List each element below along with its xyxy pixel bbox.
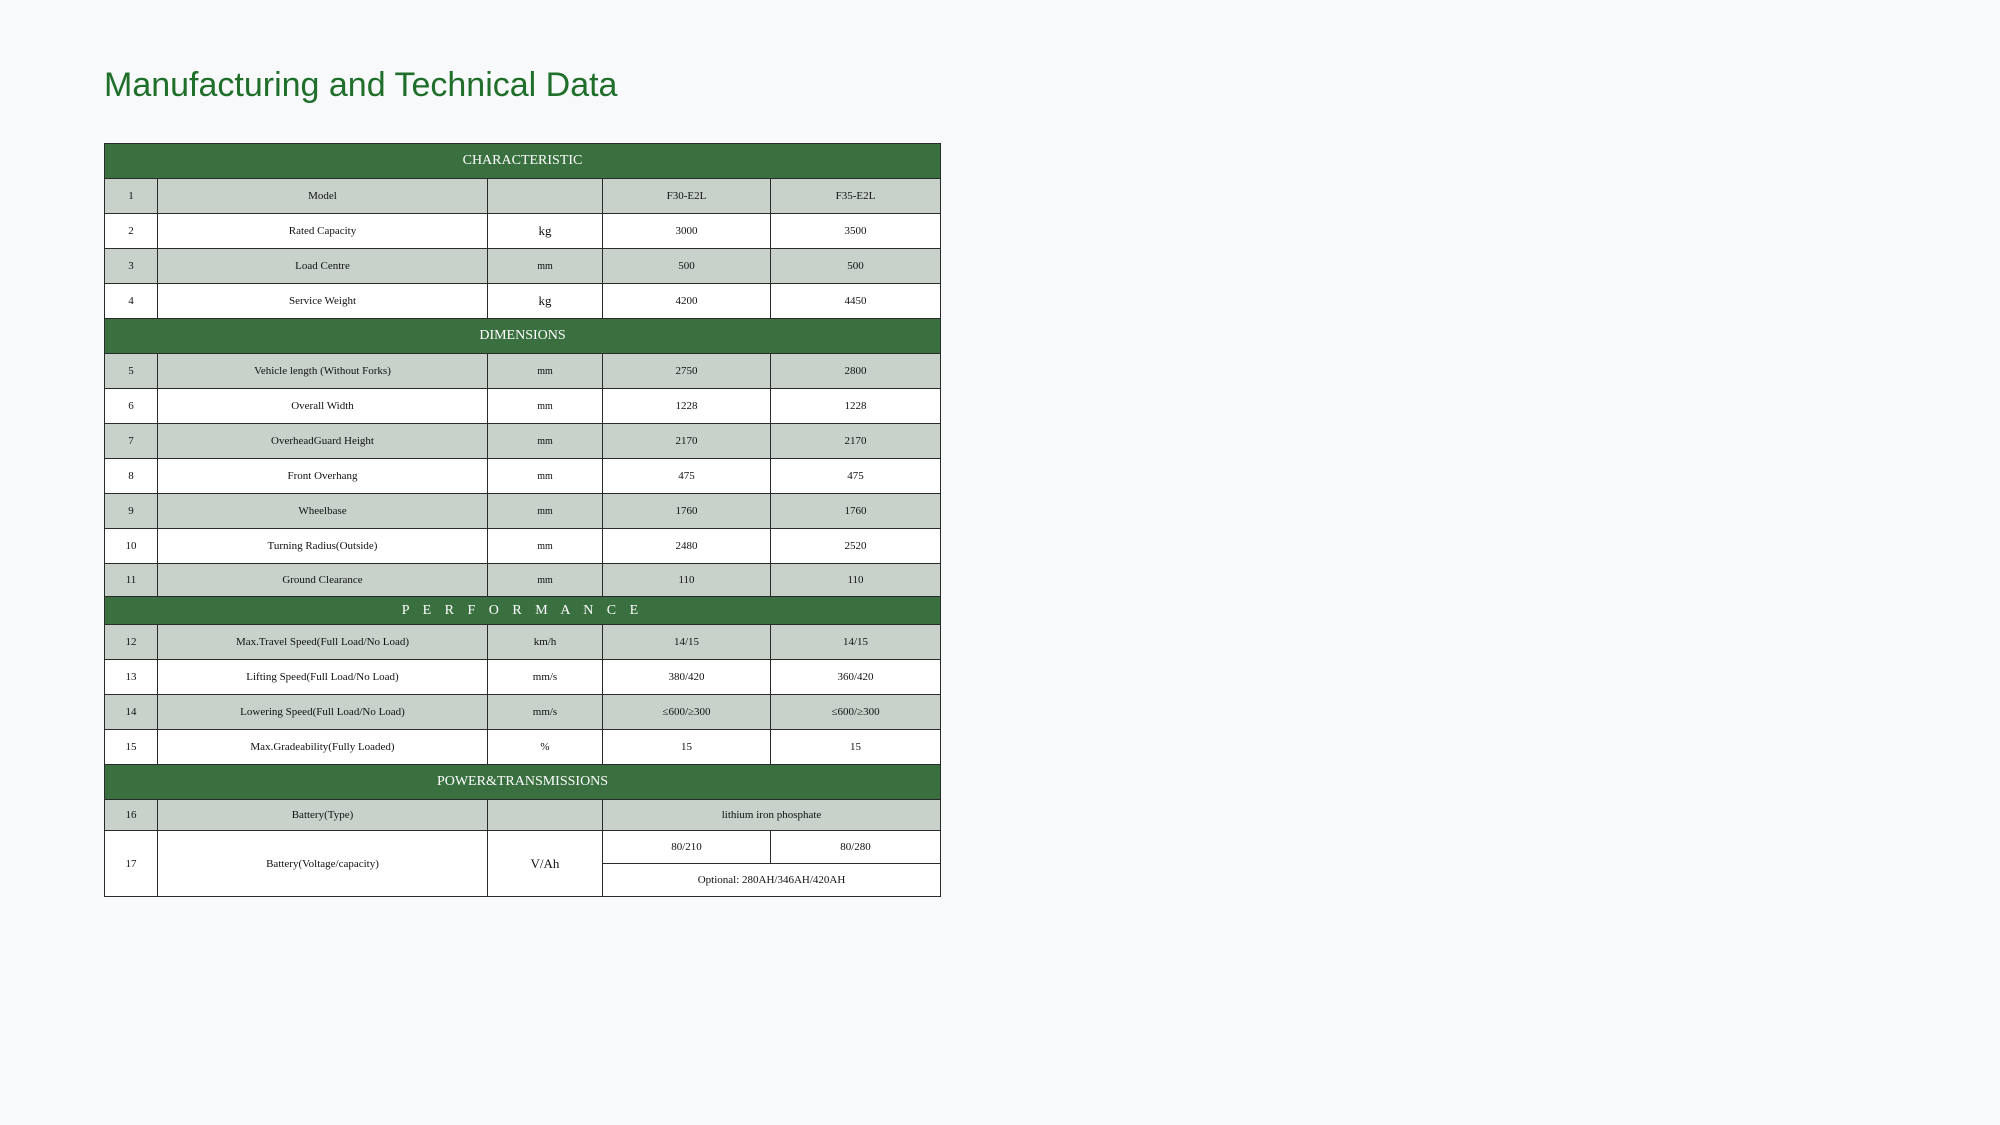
row-unit: mm/s: [488, 695, 603, 730]
row-value-f30: 110: [603, 564, 771, 597]
row-number: 10: [105, 529, 158, 564]
row-label: Front Overhang: [158, 459, 488, 494]
row-label: Max.Gradeability(Fully Loaded): [158, 730, 488, 765]
row-value-f35: 360/420: [771, 660, 941, 695]
row-number: 3: [105, 249, 158, 284]
technical-data-table: [104, 143, 941, 897]
row-unit: km/h: [488, 625, 603, 660]
section-title: DIMENSIONS: [105, 319, 941, 354]
table-row: [105, 249, 941, 284]
table-row: [105, 354, 941, 389]
table-row: [105, 424, 941, 459]
table-row: [105, 284, 941, 319]
row-unit: [488, 179, 603, 214]
row-value-f30: ≤600/≥300: [603, 695, 771, 730]
table-row: [105, 179, 941, 214]
row-unit: mm: [488, 424, 603, 459]
row-value-f30: 500: [603, 249, 771, 284]
row-number: 5: [105, 354, 158, 389]
row-value-f35: 15: [771, 730, 941, 765]
row-value-f35: F35-E2L: [771, 179, 941, 214]
row-value-f30: 380/420: [603, 660, 771, 695]
row-number: 6: [105, 389, 158, 424]
row-value-f35: 110: [771, 564, 941, 597]
row-unit: mm: [488, 529, 603, 564]
row-unit: mm: [488, 494, 603, 529]
row-value-f30: 475: [603, 459, 771, 494]
row-unit: mm: [488, 389, 603, 424]
row-value-f35: 500: [771, 249, 941, 284]
table-row: [105, 564, 941, 597]
section-header-characteristic: [105, 144, 941, 179]
row-label: Model: [158, 179, 488, 214]
row-value-f35: 1228: [771, 389, 941, 424]
table-row: [105, 625, 941, 660]
table-row: [105, 660, 941, 695]
section-title: POWER&TRANSMISSIONS: [105, 765, 941, 800]
row-label: Service Weight: [158, 284, 488, 319]
table-row: [105, 730, 941, 765]
row-value-f35: 475: [771, 459, 941, 494]
row-label: OverheadGuard Height: [158, 424, 488, 459]
row-label: Overall Width: [158, 389, 488, 424]
row-number: 15: [105, 730, 158, 765]
row-unit: mm: [488, 354, 603, 389]
row-number: 1: [105, 179, 158, 214]
row-unit: mm: [488, 459, 603, 494]
section-header-performance: [105, 597, 941, 625]
row-number: 12: [105, 625, 158, 660]
row-number: 16: [105, 800, 158, 831]
row-number: 4: [105, 284, 158, 319]
row-value-f35: 14/15: [771, 625, 941, 660]
row-unit: [488, 800, 603, 831]
row-number: 2: [105, 214, 158, 249]
row-value-f30: F30-E2L: [603, 179, 771, 214]
section-title: P E R F O R M A N C E: [105, 597, 941, 625]
table-row: [105, 529, 941, 564]
table-row: [105, 214, 941, 249]
row-value-f30: 15: [603, 730, 771, 765]
row-number: 11: [105, 564, 158, 597]
row-label: Battery(Voltage/capacity): [158, 831, 488, 897]
row-label: Vehicle length (Without Forks): [158, 354, 488, 389]
row-unit: V/Ah: [488, 831, 603, 897]
section-title: CHARACTERISTIC: [105, 144, 941, 179]
row-unit: kg: [488, 284, 603, 319]
row-value-f30: 2170: [603, 424, 771, 459]
row-value-f35: 4450: [771, 284, 941, 319]
row-value-f35: 1760: [771, 494, 941, 529]
row-label: Lowering Speed(Full Load/No Load): [158, 695, 488, 730]
row-number: 8: [105, 459, 158, 494]
row-value-f30: 2480: [603, 529, 771, 564]
row-number: 7: [105, 424, 158, 459]
row-value-f35: 2800: [771, 354, 941, 389]
page-title: Manufacturing and Technical Data: [104, 66, 618, 104]
row-number: 17: [105, 831, 158, 897]
row-label: Ground Clearance: [158, 564, 488, 597]
section-header-power: [105, 765, 941, 800]
row-number: 9: [105, 494, 158, 529]
row-value-f30: 80/210: [603, 831, 771, 864]
row-value-f35: 2520: [771, 529, 941, 564]
row-value-f30: 1760: [603, 494, 771, 529]
battery-type-value: lithium iron phosphate: [603, 800, 941, 831]
row-value-f30: 14/15: [603, 625, 771, 660]
row-value-f30: 1228: [603, 389, 771, 424]
row-label: Turning Radius(Outside): [158, 529, 488, 564]
table-row: [105, 494, 941, 529]
row-value-f35: 3500: [771, 214, 941, 249]
row-label: Wheelbase: [158, 494, 488, 529]
row-label: Lifting Speed(Full Load/No Load): [158, 660, 488, 695]
row-unit: kg: [488, 214, 603, 249]
table-row: [105, 831, 941, 864]
table-row: [105, 459, 941, 494]
row-number: 14: [105, 695, 158, 730]
section-header-dimensions: [105, 319, 941, 354]
row-value-f35: 80/280: [771, 831, 941, 864]
row-value-f30: 3000: [603, 214, 771, 249]
row-value-f35: 2170: [771, 424, 941, 459]
row-unit: %: [488, 730, 603, 765]
row-value-f30: 2750: [603, 354, 771, 389]
row-label: Max.Travel Speed(Full Load/No Load): [158, 625, 488, 660]
row-value-f30: 4200: [603, 284, 771, 319]
row-value-f35: ≤600/≥300: [771, 695, 941, 730]
battery-optional-note: Optional: 280AH/346AH/420AH: [603, 864, 941, 897]
table-row: [105, 389, 941, 424]
row-label: Battery(Type): [158, 800, 488, 831]
table-row: [105, 800, 941, 831]
row-label: Load Centre: [158, 249, 488, 284]
row-label: Rated Capacity: [158, 214, 488, 249]
row-unit: mm: [488, 564, 603, 597]
row-unit: mm/s: [488, 660, 603, 695]
row-number: 13: [105, 660, 158, 695]
table-row: [105, 695, 941, 730]
row-unit: mm: [488, 249, 603, 284]
